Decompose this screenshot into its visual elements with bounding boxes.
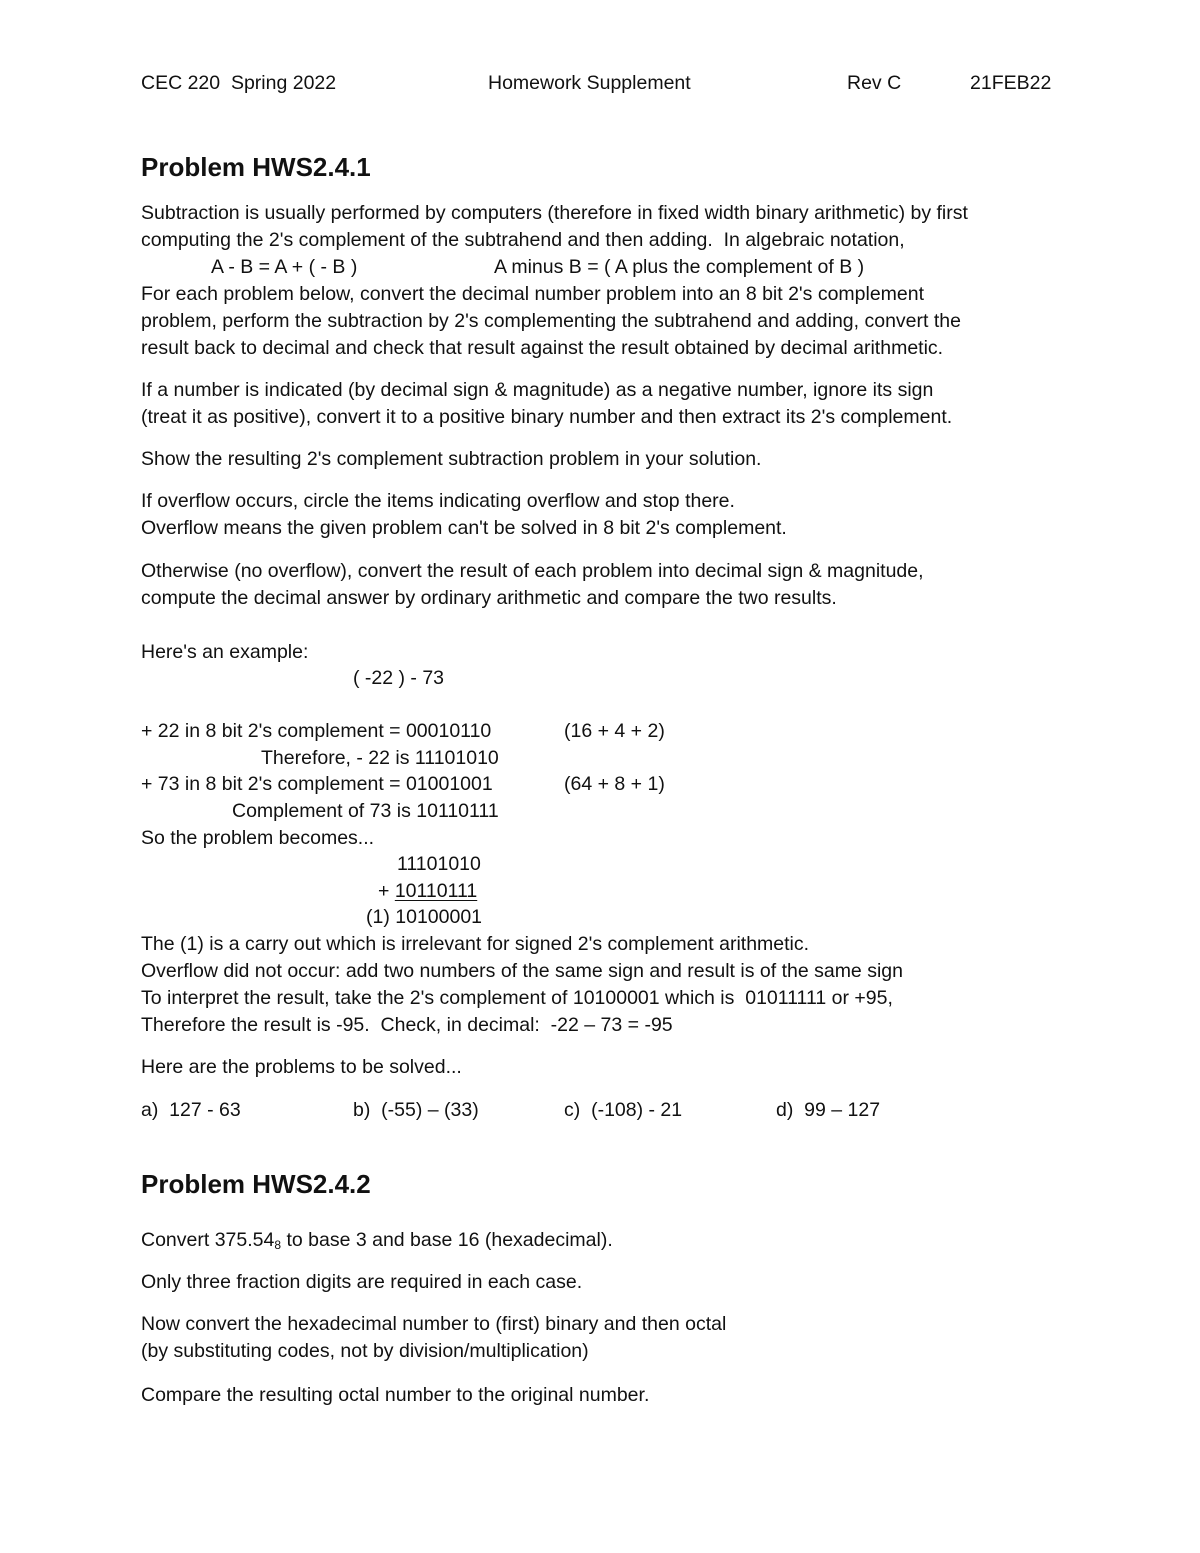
problem-1-heading: Problem HWS2.4.1 — [141, 152, 371, 182]
header-course: CEC 220 Spring 2022 — [141, 72, 337, 94]
convert-line — [141, 1231, 613, 1251]
overflow-line: If overflow occurs, circle the items indicating overflow and stop there. — [141, 490, 735, 512]
addition-top: 11101010 — [397, 853, 481, 875]
base-subscript: 8 — [274, 1238, 282, 1252]
intro-line: computing the 2's complement of the subtrahend and then adding. In algebraic notation, — [141, 229, 905, 251]
addition-result: (1) 10100001 — [366, 906, 483, 928]
problem-2-heading: Problem HWS2.4.2 — [141, 1169, 371, 1199]
header-date: 21FEB22 — [970, 72, 1052, 94]
now-line: Now convert the hexadecimal number to (first) binary and then octal — [141, 1313, 727, 1335]
header-rev: Rev C — [847, 72, 902, 94]
plus-sign: + — [378, 880, 395, 902]
intro-line: Subtraction is usually performed by computers (therefore in fixed width binary arithmetic) by first — [141, 202, 968, 224]
convert-text: Convert 375.54 — [141, 1229, 275, 1251]
example-line: Complement of 73 is 10110111 — [232, 800, 499, 822]
explain-line: Therefore the result is -95. Check, in decimal: -22 – 73 = -95 — [141, 1014, 673, 1036]
now-line: (by substituting codes, not by division/multiplication) — [141, 1340, 589, 1362]
instructions-line: problem, perform the subtraction by 2's complementing the subtrahend and adding, convert the — [141, 310, 961, 332]
example-line: + 73 in 8 bit 2's complement = 01001001 — [141, 773, 493, 795]
show-line: Show the resulting 2's complement subtraction problem in your solution. — [141, 448, 762, 470]
problem-item: d) 99 – 127 — [776, 1099, 881, 1121]
negative-line: (treat it as positive), convert it to a positive binary number and then extract its 2's complement. — [141, 406, 953, 428]
example-line: + 22 in 8 bit 2's complement = 00010110 — [141, 720, 492, 742]
instructions-line: For each problem below, convert the decimal number problem into an 8 bit 2's complement — [141, 283, 925, 305]
addition-bottom: 10110111 — [394, 880, 478, 902]
otherwise-line: Otherwise (no overflow), convert the result of each problem into decimal sign & magnitude, — [141, 560, 924, 582]
fraction-line: Only three fraction digits are required in each case. — [141, 1271, 583, 1293]
overflow-line: Overflow means the given problem can't be solved in 8 bit 2's complement. — [141, 517, 787, 539]
explain-line: Overflow did not occur: add two numbers of the same sign and result is of the same sign — [141, 960, 903, 982]
example-problem: ( -22 ) - 73 — [353, 667, 445, 689]
formula-right: A minus B = ( A plus the complement of B ) — [494, 256, 865, 278]
header-title: Homework Supplement — [488, 72, 691, 94]
compare-line: Compare the resulting octal number to the original number. — [141, 1384, 650, 1406]
problem-item: c) (-108) - 21 — [564, 1099, 683, 1121]
example-note: (16 + 4 + 2) — [564, 720, 665, 742]
problems-label: Here are the problems to be solved... — [141, 1056, 462, 1078]
problem-item: b) (-55) – (33) — [353, 1099, 479, 1121]
formula-left: A - B = A + ( - B ) — [211, 256, 358, 278]
otherwise-line: compute the decimal answer by ordinary arithmetic and compare the two results. — [141, 587, 837, 609]
example-line: Therefore, - 22 is 11101010 — [261, 747, 499, 769]
example-label: Here's an example: — [141, 641, 309, 663]
convert-text-rest: to base 3 and base 16 (hexadecimal). — [281, 1229, 613, 1251]
explain-line: The (1) is a carry out which is irrelevant for signed 2's complement arithmetic. — [141, 933, 810, 955]
problem-item: a) 127 - 63 — [141, 1099, 241, 1121]
explain-line: To interpret the result, take the 2's complement of 10100001 which is 01011111 or +95, — [141, 987, 893, 1009]
example-note: (64 + 8 + 1) — [564, 773, 665, 795]
example-line: So the problem becomes... — [141, 827, 375, 849]
instructions-line: result back to decimal and check that result against the result obtained by decimal arithmetic. — [141, 337, 944, 359]
addition-bottom-row — [378, 882, 477, 902]
negative-line: If a number is indicated (by decimal sign & magnitude) as a negative number, ignore its sign — [141, 379, 934, 401]
